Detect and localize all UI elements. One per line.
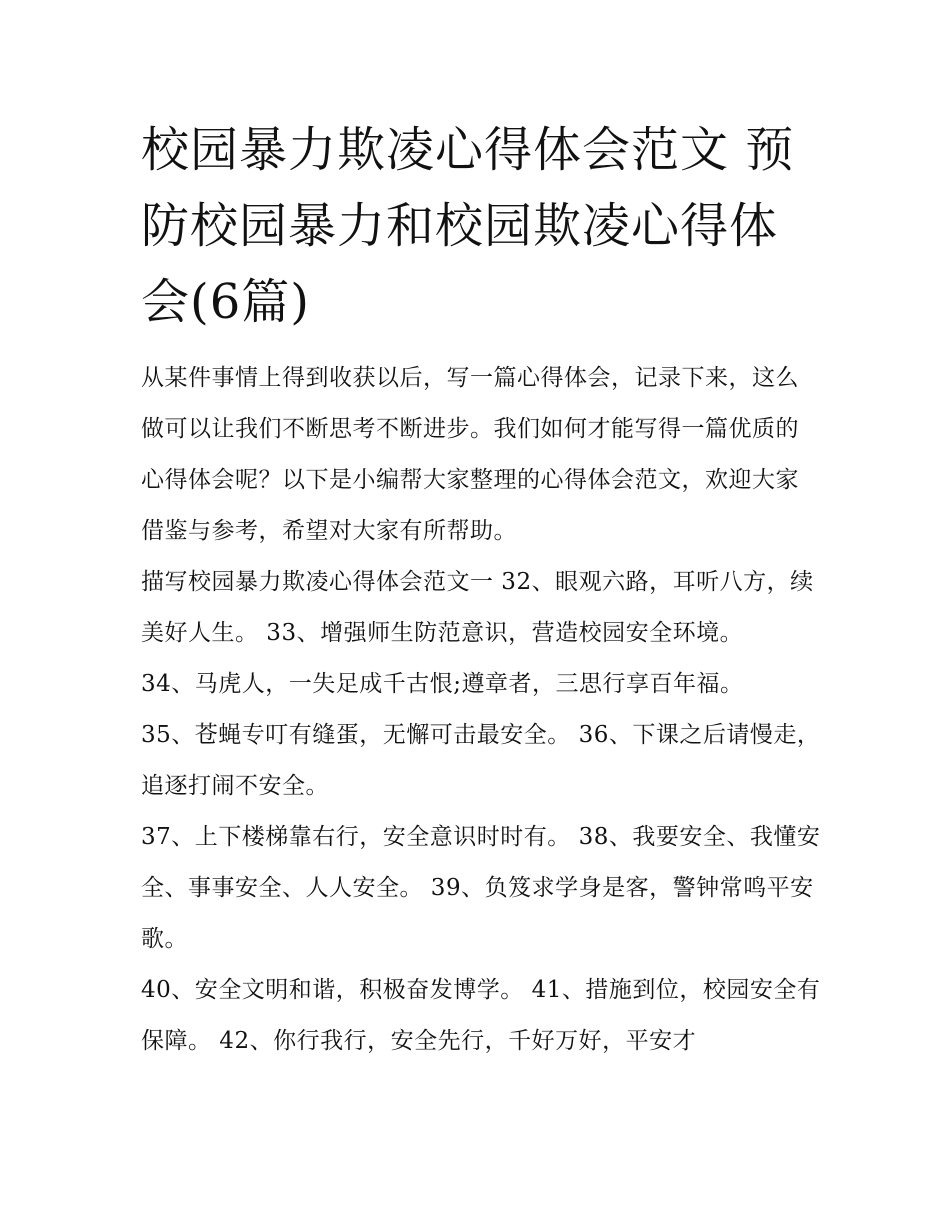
document-title: 校园暴力欺凌心得体会范文 预防校园暴力和校园欺凌心得体会(6篇) xyxy=(141,122,795,330)
body-paragraph: 34、马虎人，一失足成千古恨;遵章者，三思行享百年福。 xyxy=(141,671,744,697)
body-paragraph: 35、苍蝇专叮有缝蛋，无懈可击最安全。 36、下课之后请慢走，追逐打闹不安全。 xyxy=(141,722,821,799)
body-paragraph: 37、上下楼梯靠右行，安全意识时时有。 38、我要安全、我懂安全、事事安全、人人安全。 39、负笈求学身是客，警钟常鸣平安歌。 xyxy=(141,824,821,952)
body-paragraph: 描写校园暴力欺凌心得体会范文一 32、眼观六路，耳听八方，续美好人生。 33、增强师生防范意识，营造校园安全环境。 xyxy=(141,569,814,646)
body-paragraph: 40、安全文明和谐，积极奋发博学。 41、措施到位，校园安全有保障。 42、你行我行，安全先行，千好万好，平安才 xyxy=(141,977,821,1054)
intro-paragraph: 从某件事情上得到收获以后，写一篇心得体会，记录下来，这么做可以让我们不断思考不断进步。我们如何才能写得一篇优质的心得体会呢？以下是小编帮大家整理的心得体会范文，欢迎大家借鉴与参考，希望对大家有所帮助。 xyxy=(141,365,799,544)
document-body xyxy=(141,353,821,1067)
